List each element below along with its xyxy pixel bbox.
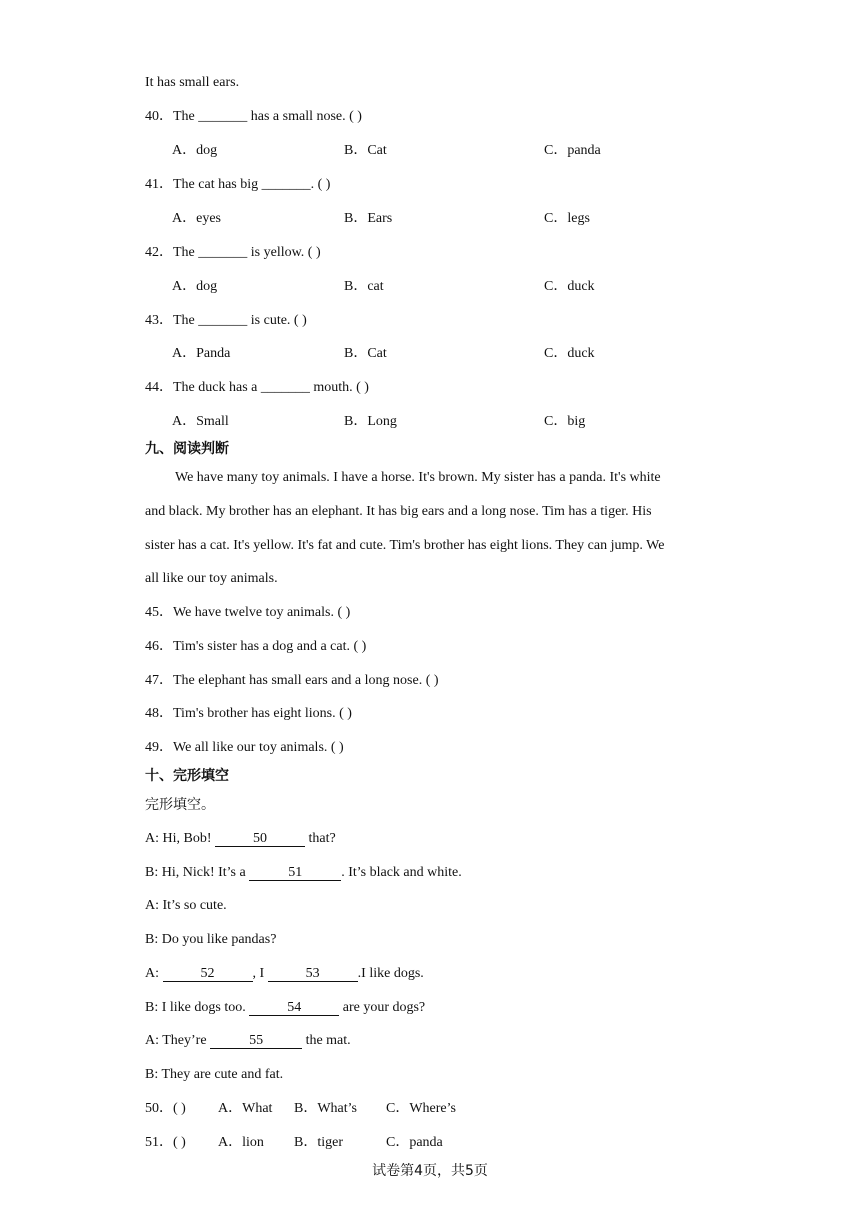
blank-51: 51 <box>249 866 341 881</box>
cloze-instruction: 完形填空。 <box>145 797 215 813</box>
section-10-heading: 十、完形填空 <box>145 768 229 784</box>
q44-option-c: C．big <box>544 414 586 429</box>
section-9-heading: 九、阅读判断 <box>145 441 229 457</box>
passage-line-1: We have many toy animals. I have a horse. It's brown. My sister has a panda. It's white <box>175 470 661 485</box>
dialogue-1-post: that? <box>305 831 336 846</box>
blank-50: 50 <box>215 832 305 847</box>
blank-55: 55 <box>210 1034 302 1049</box>
q41-option-a: A．eyes <box>172 211 221 226</box>
q42-option-b: B．cat <box>344 279 384 294</box>
dialogue-5-post: .I like dogs. <box>357 966 424 981</box>
question-47: 47．The elephant has small ears and a long nose. ( ) <box>145 673 439 688</box>
question-45: 45．We have twelve toy animals. ( ) <box>145 605 351 620</box>
q44-option-a: A．Small <box>172 414 229 429</box>
q51-option-b: B．tiger <box>294 1135 343 1150</box>
question-48: 48．Tim's brother has eight lions. ( ) <box>145 706 352 721</box>
dialogue-6-post: are your dogs? <box>339 1000 426 1015</box>
blank-54: 54 <box>249 1001 339 1016</box>
dialogue-2-post: . It’s black and white. <box>341 865 462 880</box>
q40-option-b: B．Cat <box>344 143 387 158</box>
question-41: 41．The cat has big _______. ( ) <box>145 177 331 192</box>
q51-option-c: C．panda <box>386 1135 443 1150</box>
q40-option-a: A．dog <box>172 143 218 158</box>
dialogue-5-mid: , I <box>252 966 268 981</box>
blank-52: 52 <box>163 967 253 982</box>
blank-53: 53 <box>268 967 358 982</box>
passage-line-4: all like our toy animals. <box>145 571 278 586</box>
question-43: 43．The _______ is cute. ( ) <box>145 313 307 328</box>
dialogue-line-6 <box>145 999 425 1017</box>
question-51: 51．( ) <box>145 1135 186 1150</box>
q40-option-c: C．panda <box>544 143 601 158</box>
dialogue-7-pre: A: They’re <box>145 1033 211 1048</box>
dialogue-line-7 <box>145 1032 351 1050</box>
dialogue-line-8: B: They are cute and fat. <box>145 1067 284 1082</box>
q43-option-b: B．Cat <box>344 346 387 361</box>
passage-line-2: and black. My brother has an elephant. It has big ears and a long nose. Tim has a tiger. His <box>145 504 652 519</box>
dialogue-6-pre: B: I like dogs too. <box>145 1000 250 1015</box>
q50-option-c: C．Where’s <box>386 1101 456 1116</box>
question-42: 42．The _______ is yellow. ( ) <box>145 245 321 260</box>
dialogue-line-1 <box>145 830 336 848</box>
q41-option-b: B．Ears <box>344 211 393 226</box>
dialogue-line-5 <box>145 965 424 983</box>
question-49: 49．We all like our toy animals. ( ) <box>145 740 344 755</box>
page-footer: 试卷第4页，共5页 <box>372 1163 488 1179</box>
intro-line: It has small ears. <box>145 75 240 90</box>
q50-option-a: A．What <box>218 1101 273 1116</box>
q43-option-c: C．duck <box>544 346 595 361</box>
dialogue-7-post: the mat. <box>302 1033 351 1048</box>
q42-option-a: A．dog <box>172 279 218 294</box>
dialogue-5-pre: A: <box>145 966 163 981</box>
question-46: 46．Tim's sister has a dog and a cat. ( ) <box>145 639 367 654</box>
q41-option-c: C．legs <box>544 211 590 226</box>
dialogue-line-2 <box>145 864 462 882</box>
question-50: 50．( ) <box>145 1101 186 1116</box>
dialogue-2-pre: B: Hi, Nick! It’s a <box>145 865 250 880</box>
q44-option-b: B．Long <box>344 414 397 429</box>
dialogue-line-4: B: Do you like pandas? <box>145 932 277 947</box>
question-40: 40．The _______ has a small nose. ( ) <box>145 109 362 124</box>
dialogue-1-pre: A: Hi, Bob! <box>145 831 215 846</box>
question-44: 44．The duck has a _______ mouth. ( ) <box>145 380 369 395</box>
q43-option-a: A．Panda <box>172 346 231 361</box>
dialogue-line-3: A: It’s so cute. <box>145 898 227 913</box>
q51-option-a: A．lion <box>218 1135 264 1150</box>
q42-option-c: C．duck <box>544 279 595 294</box>
passage-line-3: sister has a cat. It's yellow. It's fat and cute. Tim's brother has eight lions. They can jump. We <box>145 538 665 553</box>
q50-option-b: B．What’s <box>294 1101 357 1116</box>
